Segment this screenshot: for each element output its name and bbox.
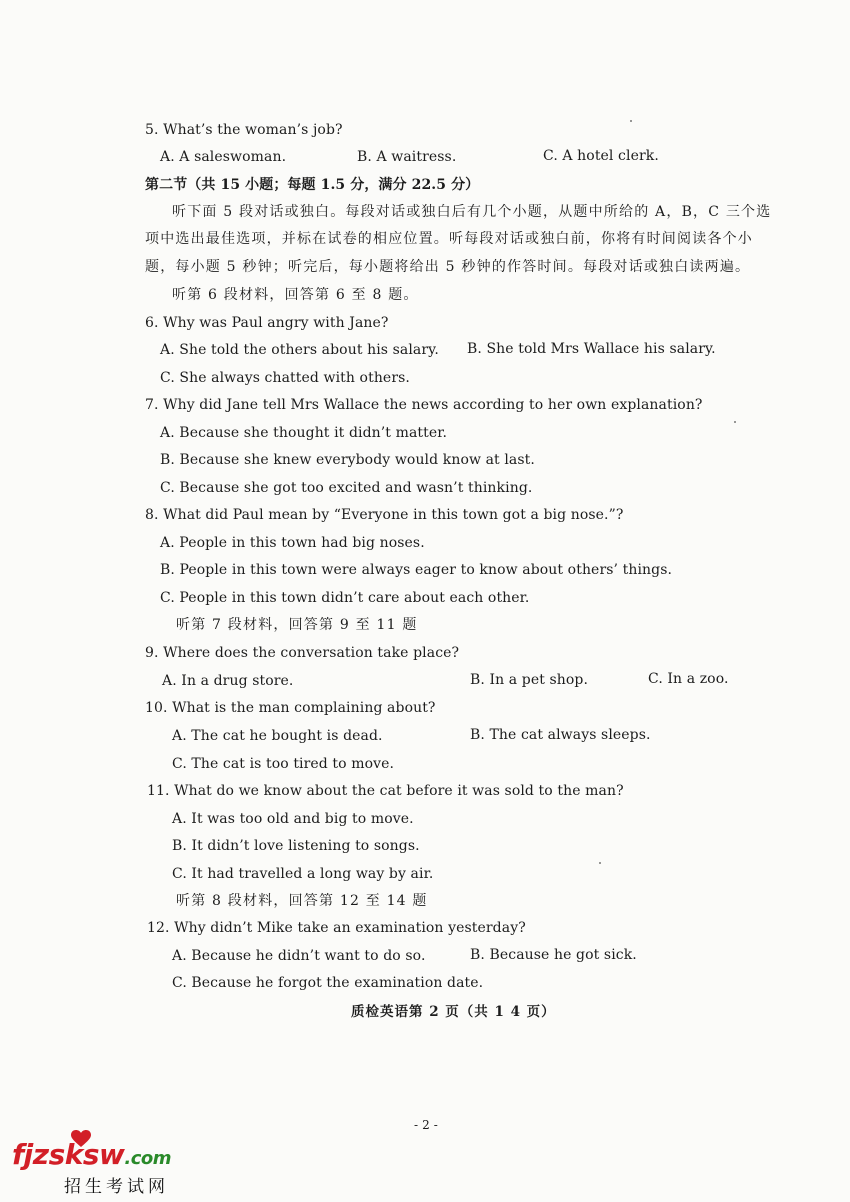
q9-option-c: C. In a zoo.	[648, 671, 729, 687]
q7-option-c: C. Because she got too excited and wasn’t thinking.	[160, 480, 533, 496]
q10-option-b: B. The cat always sleeps.	[470, 727, 651, 743]
question-10: 10. What is the man complaining about?	[145, 700, 436, 716]
watermark-subtitle: 招生考试网	[64, 1177, 169, 1197]
q5-option-a: A. A saleswoman.	[160, 149, 287, 165]
question-8: 8. What did Paul mean by “Everyone in this town got a big nose.”?	[145, 507, 624, 523]
question-5: 5. What’s the woman’s job?	[145, 122, 343, 138]
q10-option-a: A. The cat he bought is dead.	[172, 728, 383, 744]
scan-speck	[599, 862, 601, 864]
watermark-site-name: fjzsksw.com	[12, 1138, 172, 1171]
watermark-logo	[12, 1130, 212, 1200]
passage-7-heading: 听第 7 段材料，回答第 9 至 11 题	[176, 617, 418, 633]
scan-speck	[734, 421, 736, 423]
q6-option-c: C. She always chatted with others.	[160, 370, 410, 386]
q11-option-a: A. It was too old and big to move.	[172, 811, 414, 827]
question-6: 6. Why was Paul angry with Jane?	[145, 315, 389, 331]
q9-option-a: A. In a drug store.	[162, 673, 294, 689]
q5-option-c: C. A hotel clerk.	[543, 148, 659, 164]
passage-6-heading: 听第 6 段材料，回答第 6 至 8 题。	[172, 287, 419, 303]
q7-option-a: A. Because she thought it didn’t matter.	[160, 425, 448, 441]
section-2-heading: 第二节（共 15 小题；每题 1.5 分，满分 22.5 分）	[145, 177, 480, 193]
q11-option-b: B. It didn’t love listening to songs.	[172, 838, 420, 854]
question-9: 9. Where does the conversation take place?	[145, 645, 460, 661]
section-2-instruction-line-2: 项中选出最佳选项，并标在试卷的相应位置。听每段对话或独白前，你将有时间阅读各个小	[145, 231, 753, 247]
watermark-domain: .com	[124, 1148, 172, 1169]
q6-option-b: B. She told Mrs Wallace his salary.	[467, 341, 716, 357]
q8-option-a: A. People in this town had big noses.	[160, 535, 425, 551]
question-12: 12. Why didn’t Mike take an examination yesterday?	[147, 920, 526, 936]
q8-option-c: C. People in this town didn’t care about each other.	[160, 590, 530, 606]
section-2-instruction-line-1: 听下面 5 段对话或独白。每段对话或独白后有几个小题，从题中所给的 A，B，C 三个选	[172, 204, 772, 220]
q10-option-c: C. The cat is too tired to move.	[172, 756, 395, 772]
q12-option-a: A. Because he didn’t want to do so.	[172, 948, 426, 964]
q9-option-b: B. In a pet shop.	[470, 672, 589, 688]
scan-speck	[630, 120, 632, 122]
q12-option-b: B. Because he got sick.	[470, 947, 637, 963]
q11-option-c: C. It had travelled a long way by air.	[172, 866, 434, 882]
page-footer: 质检英语第 2 页（共 1 4 页）	[351, 1004, 556, 1020]
q12-option-c: C. Because he forgot the examination date.	[172, 975, 484, 991]
question-7: 7. Why did Jane tell Mrs Wallace the news according to her own explanation?	[145, 397, 703, 413]
passage-8-heading: 听第 8 段材料，回答第 12 至 14 题	[176, 893, 428, 909]
question-11: 11. What do we know about the cat before it was sold to the man?	[147, 783, 624, 799]
q6-option-a: A. She told the others about his salary.	[160, 342, 439, 358]
section-2-instruction-line-3: 题，每小题 5 秒钟；听完后，每小题将给出 5 秒钟的作答时间。每段对话或独白读两遍。	[145, 259, 751, 275]
page-number: - 2 -	[414, 1118, 438, 1132]
q8-option-b: B. People in this town were always eager to know about others’ things.	[160, 562, 673, 578]
q7-option-b: B. Because she knew everybody would know at last.	[160, 452, 535, 468]
q5-option-b: B. A waitress.	[357, 149, 457, 165]
